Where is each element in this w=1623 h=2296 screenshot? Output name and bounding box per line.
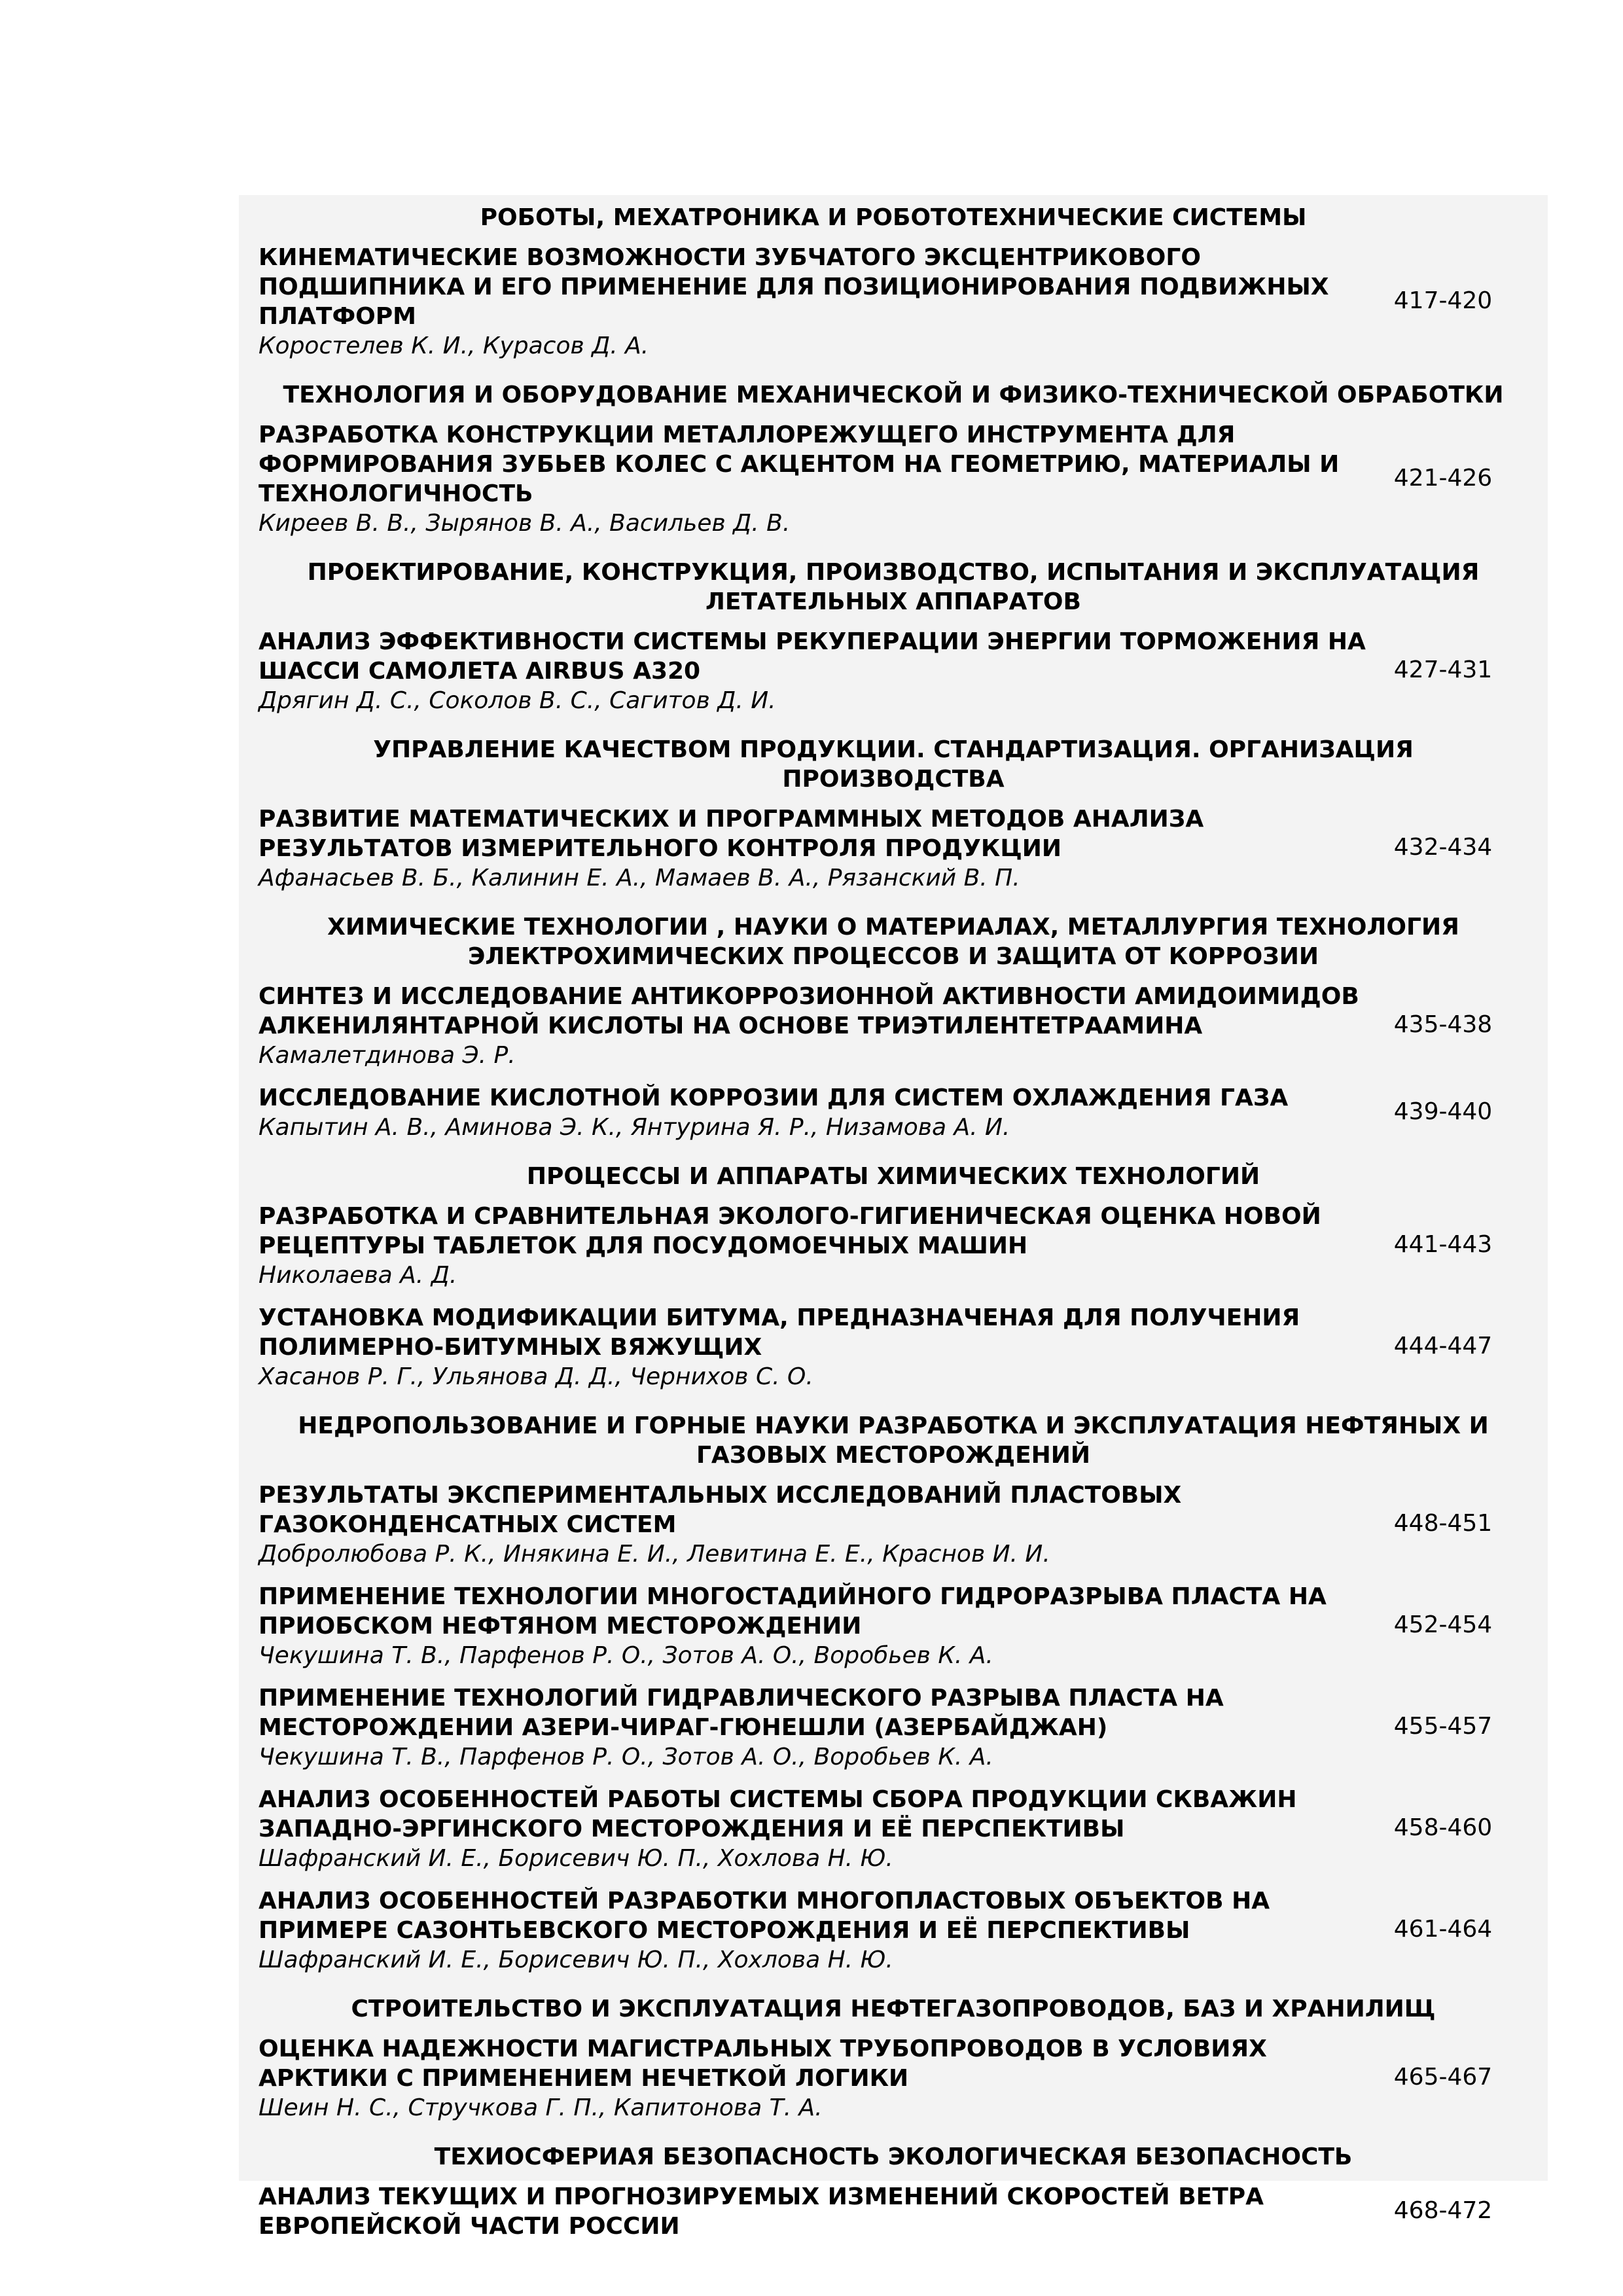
entry-text xyxy=(259,1582,1371,1670)
entry-text xyxy=(259,1303,1371,1391)
toc-entry xyxy=(259,803,1548,905)
toc-entry xyxy=(259,980,1548,1082)
entry-pages: 417-420 xyxy=(1393,287,1493,314)
entry-authors: Чекушина Т. В., Парфенов Р. О., Зотов А. О., Воробьев К. А. xyxy=(259,1744,993,1770)
entry-text xyxy=(259,982,1371,1070)
toc-entry xyxy=(259,626,1548,727)
entry-authors: Шеин Н. С., Стручкова Г. П., Капитонова Т. А. xyxy=(259,2094,823,2121)
entry-text xyxy=(259,2182,1371,2241)
entry-title: АНАЛИЗ ТЕКУЩИХ И ПРОГНОЗИРУЕМЫХ ИЗМЕНЕНИЙ СКОРОСТЕЙ ВЕТРА ЕВРОПЕЙСКОЙ ЧАСТИ РОССИИ xyxy=(259,2183,1264,2240)
section-heading: ТЕХНОЛОГИЯ И ОБОРУДОВАНИЕ МЕХАНИЧЕСКОЙ И ФИЗИКО-ТЕХНИЧЕСКОЙ ОБРАБОТКИ xyxy=(283,382,1504,408)
entry-pages: 468-472 xyxy=(1393,2197,1493,2224)
entry-pages: 439-440 xyxy=(1393,1098,1493,1125)
entry-pages: 421-426 xyxy=(1393,464,1493,492)
entry-authors: Киреев В. В., Зырянов В. А., Васильев Д. В. xyxy=(259,510,791,537)
entry-pages: 465-467 xyxy=(1393,2064,1493,2090)
entry-pages: 441-443 xyxy=(1393,1231,1493,1258)
entry-title: СИНТЕЗ И ИССЛЕДОВАНИЕ АНТИКОРРОЗИОННОЙ АКТИВНОСТИ АМИДОИМИДОВ АЛКЕНИЛЯНТАРНОЙ КИСЛОТЫ НА ОСНОВЕ ТРИЭТИЛЕНТЕТРААМИНА xyxy=(259,983,1359,1039)
entry-title: РАЗРАБОТКА И СРАВНИТЕЛЬНАЯ ЭКОЛОГО-ГИГИЕНИЧЕСКАЯ ОЦЕНКА НОВОЙ РЕЦЕПТУРЫ ТАБЛЕТОК ДЛЯ ПОСУДОМОЕЧНЫХ МАШИН xyxy=(259,1203,1321,1259)
section-heading: УПРАВЛЕНИЕ КАЧЕСТВОМ ПРОДУКЦИИ. СТАНДАРТИЗАЦИЯ. ОРГАНИЗАЦИЯ ПРОИЗВОДСТВА xyxy=(373,736,1414,793)
toc-entry xyxy=(259,1479,1548,1581)
entry-title: ИССЛЕДОВАНИЕ КИСЛОТНОЙ КОРРОЗИИ ДЛЯ СИСТЕМ ОХЛАЖДЕНИЯ ГАЗА xyxy=(259,1085,1289,1111)
entry-title: РАЗРАБОТКА КОНСТРУКЦИИ МЕТАЛЛОРЕЖУЩЕГО ИНСТРУМЕНТА ДЛЯ ФОРМИРОВАНИЯ ЗУБЬЕВ КОЛЕС С АКЦЕНТОМ НА ГЕОМЕТРИЮ, МАТЕРИАЛЫ И ТЕХНОЛОГИЧНОСТЬ xyxy=(259,422,1340,507)
entry-pages: 435-438 xyxy=(1393,1011,1493,1038)
entry-authors: Дрягин Д. С., Соколов В. С., Сагитов Д. И. xyxy=(259,687,776,714)
section-heading: СТРОИТЕЛЬСТВО И ЭКСПЛУАТАЦИЯ НЕФТЕГАЗОПРОВОДОВ, БАЗ И ХРАНИЛИЩ xyxy=(351,1996,1436,2022)
entry-title: КИНЕМАТИЧЕСКИЕ ВОЗМОЖНОСТИ ЗУБЧАТОГО ЭКСЦЕНТРИКОВОГО ПОДШИПНИКА И ЕГО ПРИМЕНЕНИЕ ДЛЯ ПОЗИЦИОНИРОВАНИЯ ПОДВИЖНЫХ ПЛАТФОРМ xyxy=(259,244,1329,330)
entry-authors: Добролюбова Р. К., Инякина Е. И., Левитина Е. Е., Краснов И. И. xyxy=(259,1541,1050,1568)
entry-authors: Чекушина Т. В., Парфенов Р. О., Зотов А. О., Воробьев К. А. xyxy=(259,1642,993,1669)
entry-pages: 448-451 xyxy=(1393,1510,1493,1537)
toc-entry xyxy=(259,1200,1548,1302)
entry-text xyxy=(259,1886,1371,1975)
toc-entry xyxy=(259,1885,1548,1986)
entry-text xyxy=(259,627,1371,715)
entry-title: АНАЛИЗ ОСОБЕННОСТЕЙ РАЗРАБОТКИ МНОГОПЛАСТОВЫХ ОБЪЕКТОВ НА ПРИМЕРЕ САЗОНТЬЕВСКОГО МЕСТОРОЖДЕНИЯ И ЕЁ ПЕРСПЕКТИВЫ xyxy=(259,1888,1270,1944)
entry-title: УСТАНОВКА МОДИФИКАЦИИ БИТУМА, ПРЕДНАЗНАЧЕНАЯ ДЛЯ ПОЛУЧЕНИЯ ПОЛИМЕРНО-БИТУМНЫХ ВЯЖУЩИХ xyxy=(259,1304,1300,1361)
entry-text xyxy=(259,1083,1371,1142)
entry-authors: Коростелев К. И., Курасов Д. А. xyxy=(259,332,649,359)
toc-entry xyxy=(259,2181,1548,2253)
entry-title: ПРИМЕНЕНИЕ ТЕХНОЛОГИИ МНОГОСТАДИЙНОГО ГИДРОРАЗРЫВА ПЛАСТА НА ПРИОБСКОМ НЕФТЯНОМ МЕСТОРОЖДЕНИИ xyxy=(259,1583,1327,1640)
entry-text xyxy=(259,2034,1371,2123)
entry-pages: 455-457 xyxy=(1393,1713,1493,1740)
entry-pages: 452-454 xyxy=(1393,1611,1493,1638)
entry-title: ПРИМЕНЕНИЕ ТЕХНОЛОГИЙ ГИДРАВЛИЧЕСКОГО РАЗРЫВА ПЛАСТА НА МЕСТОРОЖДЕНИИ АЗЕРИ-ЧИРАГ-ГЮНЕШЛИ (АЗЕРБАЙДЖАН) xyxy=(259,1685,1224,1741)
entry-authors: Шафранский И. Е., Борисевич Ю. П., Хохлова Н. Ю. xyxy=(259,1845,893,1872)
entry-text xyxy=(259,1683,1371,1772)
section-heading: ТЕХИОСФЕРИАЯ БЕЗОПАСНОСТЬ ЭКОЛОГИЧЕСКАЯ БЕЗОПАСНОСТЬ xyxy=(434,2144,1353,2170)
toc-entry xyxy=(259,419,1548,550)
entry-text xyxy=(259,1785,1371,1873)
section-heading: НЕДРОПОЛЬЗОВАНИЕ И ГОРНЫЕ НАУКИ РАЗРАБОТКА И ЭКСПЛУАТАЦИЯ НЕФТЯНЫХ И ГАЗОВЫХ МЕСТОРОЖДЕНИЙ xyxy=(298,1412,1489,1469)
toc-entry xyxy=(259,2033,1548,2134)
entry-pages: 427-431 xyxy=(1393,656,1493,683)
entry-authors: Николаева А. Д. xyxy=(259,1262,457,1289)
table-of-contents xyxy=(239,195,1548,2240)
toc-entry xyxy=(259,1082,1548,1154)
entry-text xyxy=(259,420,1371,538)
entry-title: АНАЛИЗ ЭФФЕКТИВНОСТИ СИСТЕМЫ РЕКУПЕРАЦИИ ЭНЕРГИИ ТОРМОЖЕНИЯ НА ШАССИ САМОЛЕТА AIRBUS A320 xyxy=(259,628,1366,685)
entry-text xyxy=(259,1480,1371,1569)
entry-title: ОЦЕНКА НАДЕЖНОСТИ МАГИСТРАЛЬНЫХ ТРУБОПРОВОДОВ В УСЛОВИЯХ АРКТИКИ С ПРИМЕНЕНИЕМ НЕЧЕТКОЙ ЛОГИКИ xyxy=(259,2036,1267,2092)
section-heading: ПРОЕКТИРОВАНИЕ, КОНСТРУКЦИЯ, ПРОИЗВОДСТВО, ИСПЫТАНИЯ И ЭКСПЛУАТАЦИЯ ЛЕТАТЕЛЬНЫХ АППАРАТОВ xyxy=(307,559,1480,615)
entry-title: АНАЛИЗ ОСОБЕННОСТЕЙ РАБОТЫ СИСТЕМЫ СБОРА ПРОДУКЦИИ СКВАЖИН ЗАПАДНО-ЭРГИНСКОГО МЕСТОРОЖДЕНИЯ И ЕЁ ПЕРСПЕКТИВЫ xyxy=(259,1786,1297,1842)
toc-entry xyxy=(259,242,1548,372)
entry-authors: Афанасьев В. Б., Калинин Е. А., Мамаев В. А., Рязанский В. П. xyxy=(259,865,1020,891)
section-heading: РОБОТЫ, МЕХАТРОНИКА И РОБОТОТЕХНИЧЕСКИЕ СИСТЕМЫ xyxy=(480,204,1307,231)
entry-authors: Капытин А. В., Аминова Э. К., Янтурина Я. Р., Низамова А. И. xyxy=(259,1114,1010,1141)
toc-entry xyxy=(259,1581,1548,1682)
toc-entry xyxy=(259,1302,1548,1403)
toc-entry xyxy=(259,1682,1548,1784)
entry-text xyxy=(259,1202,1371,1290)
section-heading: ХИМИЧЕСКИЕ ТЕХНОЛОГИИ , НАУКИ О МАТЕРИАЛАХ, МЕТАЛЛУРГИЯ ТЕХНОЛОГИЯ ЭЛЕКТРОХИМИЧЕСКИХ ПРОЦЕССОВ И ЗАЩИТА ОТ КОРРОЗИИ xyxy=(327,914,1459,970)
toc-entry xyxy=(259,1784,1548,1885)
section-heading: ПРОЦЕССЫ И АППАРАТЫ ХИМИЧЕСКИХ ТЕХНОЛОГИЙ xyxy=(526,1163,1260,1190)
entry-authors: Хасанов Р. Г., Ульянова Д. Д., Чернихов С. О. xyxy=(259,1363,813,1390)
entry-title: РЕЗУЛЬТАТЫ ЭКСПЕРИМЕНТАЛЬНЫХ ИССЛЕДОВАНИЙ ПЛАСТОВЫХ ГАЗОКОНДЕНСАТНЫХ СИСТЕМ xyxy=(259,1482,1182,1538)
entry-authors: Шафранский И. Е., Борисевич Ю. П., Хохлова Н. Ю. xyxy=(259,1946,893,1973)
entry-pages: 461-464 xyxy=(1393,1916,1493,1943)
entry-pages: 444-447 xyxy=(1393,1333,1493,1359)
entry-text xyxy=(259,804,1371,893)
entry-text xyxy=(259,243,1371,361)
entry-pages: 458-460 xyxy=(1393,1814,1493,1841)
entry-title: РАЗВИТИЕ МАТЕМАТИЧЕСКИХ И ПРОГРАММНЫХ МЕТОДОВ АНАЛИЗА РЕЗУЛЬТАТОВ ИЗМЕРИТЕЛЬНОГО КОНТРОЛЯ ПРОДУКЦИИ xyxy=(259,806,1204,862)
entry-pages: 432-434 xyxy=(1393,834,1493,861)
entry-authors: Камалетдинова Э. Р. xyxy=(259,1042,516,1069)
